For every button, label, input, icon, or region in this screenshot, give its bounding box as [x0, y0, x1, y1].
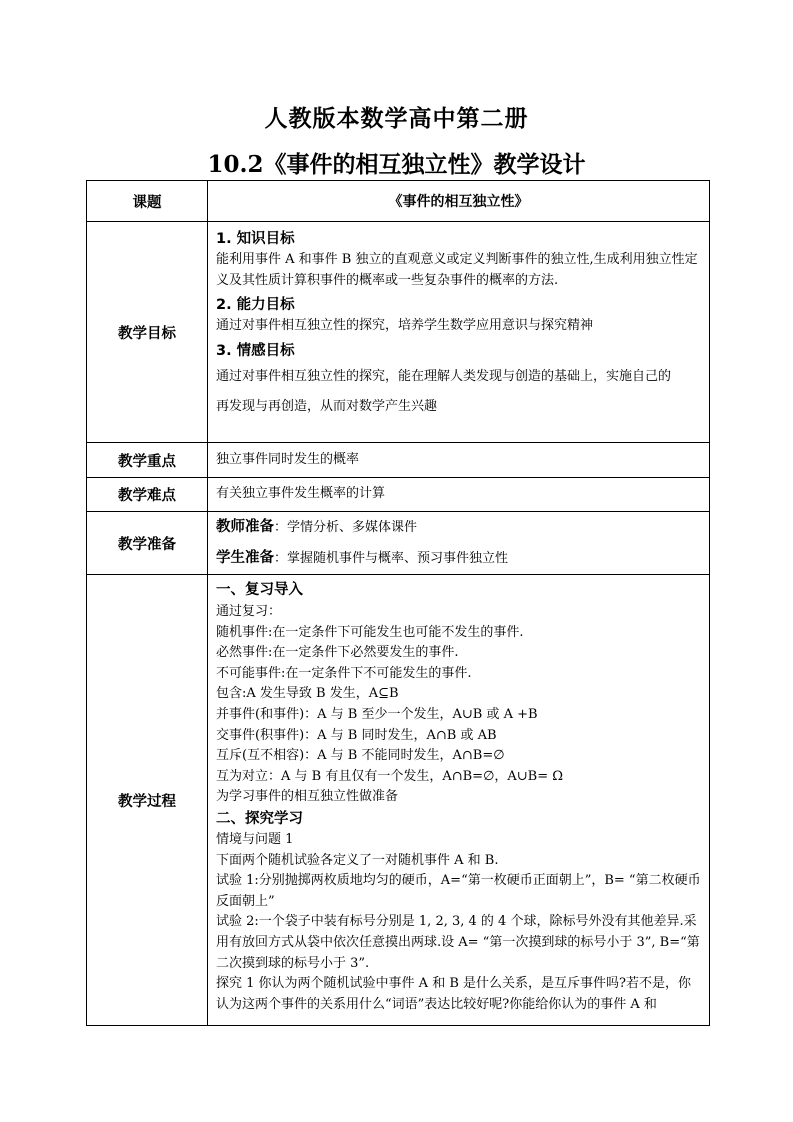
row-key-points — [87, 443, 710, 478]
goals-label: 教学目标 — [87, 222, 208, 443]
row-process — [87, 575, 710, 1026]
process-heading-1: 一、复习导入 — [216, 582, 303, 598]
title-line-2: 10.2《事件的相互独立性》教学设计 — [207, 151, 586, 178]
goal-heading-2: 2. 能力目标 — [216, 297, 295, 314]
review-line: 通过复习： — [216, 604, 282, 619]
title-line-1: 人教版本数学高中第二册 — [264, 105, 529, 132]
process-content — [208, 575, 710, 1026]
difficult-label: 教学难点 — [87, 478, 208, 512]
difficult-value: 有关独立事件发生概率的计算 — [208, 478, 710, 512]
topic-label: 课题 — [87, 181, 208, 222]
review-line: 必然事件:在一定条件下必然要发生的事件. — [216, 645, 459, 661]
explore-line: 试验 2:一个袋子中装有标号分别是 1, 2, 3, 4 的 4 个球，除标号外没有其他差异.采用有放回方式从袋中依次任意摸出两球.设 A= “第一次摸到球的标号小于 3”, B=“第二次摸到球的标号小于 3”. — [216, 914, 700, 971]
student-prep — [216, 543, 702, 574]
row-topic — [87, 181, 710, 222]
review-line: 并事件(和事件)：A 与 B 至少一个发生，A∪B 或 A +B — [216, 706, 538, 722]
prep-label: 教学准备 — [87, 512, 208, 575]
lesson-plan-table — [86, 180, 710, 1026]
topic-value: 《事件的相互独立性》 — [208, 181, 710, 222]
process-label: 教学过程 — [87, 575, 208, 1026]
explore-line: 下面两个随机试验各定义了一对随机事件 A 和 B. — [216, 852, 499, 868]
row-goals — [87, 222, 710, 443]
row-preparation — [87, 512, 710, 575]
explore-line — [216, 974, 702, 1012]
row-difficult-points — [87, 478, 710, 512]
teacher-prep-label: 教师准备 — [216, 519, 274, 535]
teacher-prep — [216, 512, 702, 543]
student-prep-value: ：掌握随机事件与概率、预习事件独立性 — [274, 551, 509, 566]
review-line: 随机事件:在一定条件下可能发生也可能不发生的事件. — [216, 624, 524, 640]
review-line: 为学习事件的相互独立性做准备 — [216, 789, 399, 805]
teacher-prep-value: ：学情分析、多媒体课件 — [274, 520, 418, 535]
goal-text-3b: 再发现与再创造，从而对数学产生兴趣 — [216, 399, 438, 415]
key-value: 独立事件同时发生的概率 — [208, 443, 710, 478]
goal-heading-1: 1. 知识目标 — [216, 231, 295, 247]
review-line: 互为对立：A 与 B 有且仅有一个发生，A∩B=∅，A∪B= Ω — [216, 768, 564, 784]
process-heading-2: 二、探究学习 — [216, 810, 303, 827]
explore-line: 情境与问题 1 — [216, 831, 294, 847]
goal-text-1: 能利用事件 A 和事件 B 独立的直观意义或定义判断事件的独立性,生成利用独立性定义及其性质计算积事件的概率或一些复杂事件的概率的方法. — [216, 252, 698, 288]
explore-list — [216, 830, 702, 1012]
review-list — [216, 602, 702, 808]
goal-text-2: 通过对事件相互独立性的探究，培养学生数学应用意识与探究精神 — [216, 318, 594, 334]
goal-heading-3: 3. 情感目标 — [216, 343, 295, 360]
review-line: 互斥(互不相容)：A 与 B 不能同时发生，A∩B=∅ — [216, 748, 505, 764]
prep-content — [208, 512, 710, 575]
review-line: 交事件(积事件)：A 与 B 同时发生，A∩B 或 AB — [216, 727, 497, 743]
goal-text-3a: 通过对事件相互独立性的探究，能在理解人类发现与创造的基础上，实施自己的 — [216, 369, 672, 385]
explore-line: 试验 1:分别抛掷两枚质地均匀的硬币，A=“第一枚硬币正面朝上”，B= “第二枚硬币反面朝上” — [216, 873, 701, 909]
review-line: 包含:A 发生导致 B 发生，A⊆B — [216, 686, 399, 702]
explore-line-text: 探究 1 你认为两个随机试验中事件 A 和 B 是什么关系，是互斥事件吗?若不是，你认为这两个事件的关系用什么“词语”表达比较好呢?你能给你认为的事件 A 和 — [216, 976, 691, 1012]
key-label: 教学重点 — [87, 443, 208, 478]
review-line: 不可能事件:在一定条件下不可能发生的事件. — [216, 665, 472, 681]
goals-content — [208, 222, 710, 443]
student-prep-label: 学生准备 — [216, 550, 274, 566]
